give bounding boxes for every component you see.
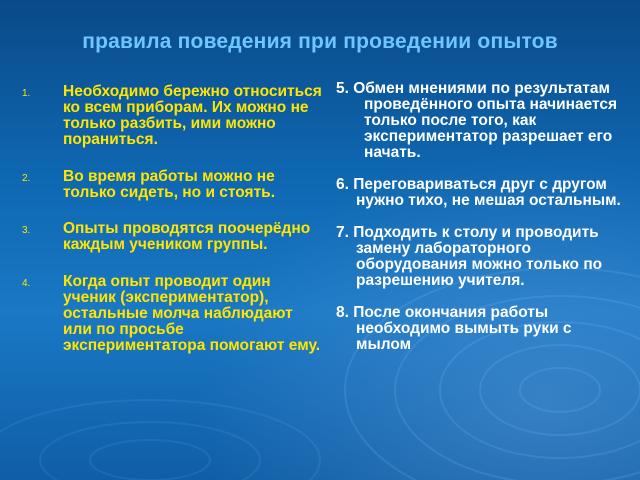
slide-title: правила поведения при проведении опытов — [82, 30, 558, 53]
rule-paragraph: 7. Подходить к столу и проводить замену лабораторного оборудования можно только по разрешению учителя. — [336, 224, 603, 289]
list-item — [22, 169, 322, 201]
right-rules-list — [336, 81, 624, 369]
list-item-text: Необходимо бережно относиться ко всем приборам. Их можно не только разбить, ими можно пораниться. — [63, 83, 322, 148]
list-item — [22, 274, 322, 354]
list-item-number: 1. — [22, 88, 31, 99]
list-item — [22, 84, 322, 148]
rule-paragraph: 6. Переговариваться друг с другом нужно тихо, не мешая остальным. — [336, 176, 621, 209]
rule-paragraph: 8. После окончания работы необходимо вымыть руки с мылом — [336, 304, 572, 353]
list-item-text: Во время работы можно не только сидеть, но и стоять. — [63, 168, 276, 201]
list-item-number: 3. — [22, 225, 31, 236]
list-item-text: Когда опыт проводит один ученик (экспериментатор), остальные молча наблюдают или по просьбе экспериментатора помогают ему. — [63, 273, 321, 354]
list-item-text: Опыты проводятся поочерёдно каждым учеником группы. — [63, 220, 311, 253]
list-item-number: 2. — [22, 173, 31, 184]
list-item-number: 4. — [22, 278, 31, 289]
list-item — [22, 221, 322, 253]
rule-paragraph: 5. Обмен мнениями по результатам проведённого опыта начинается только после того, как экспериментатор разрешает его начать. — [336, 80, 618, 161]
left-numbered-list — [22, 84, 322, 354]
